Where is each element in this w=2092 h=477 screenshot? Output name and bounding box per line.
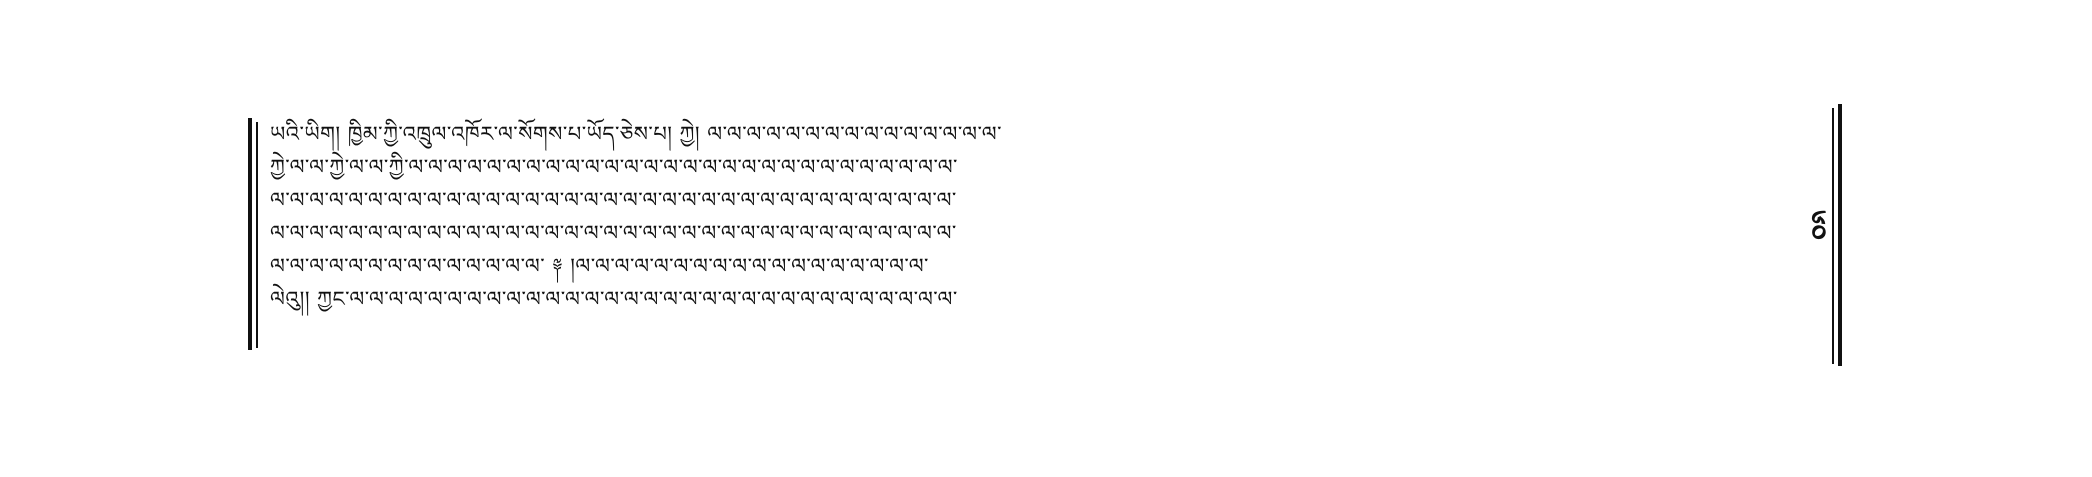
right-margin-rule xyxy=(1838,104,1842,366)
text-line-1: ཡའི་ཡིག། ཁྱིམ་ཀྱི་འཁྲུལ་འཁོར་ལ་སོགས་པ་ཡོད་ཅེས་པ། ཀྱེ། ལ་ལ་ལ་ལ་ལ་ལ་ལ་ལ་ལ་ལ་ལ་ལ་ལ་ལ་ལ་ xyxy=(270,122,1002,146)
text-line-2: ཀྱེ་ལ་ལ་ཀྱེ་ལ་ལ་ཀྱི་ལ་ལ་ལ་ལ་ལ་ལ་ལ་ལ་ལ་ལ་ལ་ལ་ལ་ལ་ལ་ལ་ལ་ལ་ལ་ལ་ལ་ལ་ལ་ལ་ལ་ལ་ལ་ལ་ xyxy=(270,155,958,179)
right-margin-rule-inner xyxy=(1832,108,1834,364)
text-line-5: ལ་ལ་ལ་ལ་ལ་ལ་ལ་ལ་ལ་ལ་ལ་ལ་ལ་ལ་ ༈ །ལ་ལ་ལ་ལ་ལ་ལ་ལ་ལ་ལ་ལ་ལ་ལ་ལ་ལ་ལ་ལ་ལ་ལ་ xyxy=(270,254,929,278)
tibetan-text-block xyxy=(270,118,1808,352)
left-margin-rule xyxy=(248,118,252,350)
folio-frame xyxy=(248,104,1842,366)
left-margin-rule-inner xyxy=(256,122,258,348)
text-line-4: ལ་ལ་ལ་ལ་ལ་ལ་ལ་ལ་ལ་ལ་ལ་ལ་ལ་ལ་ལ་ལ་ལ་ལ་ལ་ལ་ལ་ལ་ལ་ལ་ལ་ལ་ལ་ལ་ལ་ལ་ལ་ལ་ལ་ལ་ལ་ xyxy=(270,221,957,245)
folio-number: ༦༠ xyxy=(1799,210,1832,240)
text-line-6: ལེའུ།། ཀྱང་ལ་ལ་ལ་ལ་ལ་ལ་ལ་ལ་ལ་ལ་ལ་ལ་ལ་ལ་ལ་ལ་ལ་ལ་ལ་ལ་ལ་ལ་ལ་ལ་ལ་ལ་ལ་ལ་ལ་ལ་ལ་ xyxy=(270,287,958,311)
text-line-3: ལ་ལ་ལ་ལ་ལ་ལ་ལ་ལ་ལ་ལ་ལ་ལ་ལ་ལ་ལ་ལ་ལ་ལ་ལ་ལ་ལ་ལ་ལ་ལ་ལ་ལ་ལ་ལ་ལ་ལ་ལ་ལ་ལ་ལ་ལ་ xyxy=(270,188,957,212)
